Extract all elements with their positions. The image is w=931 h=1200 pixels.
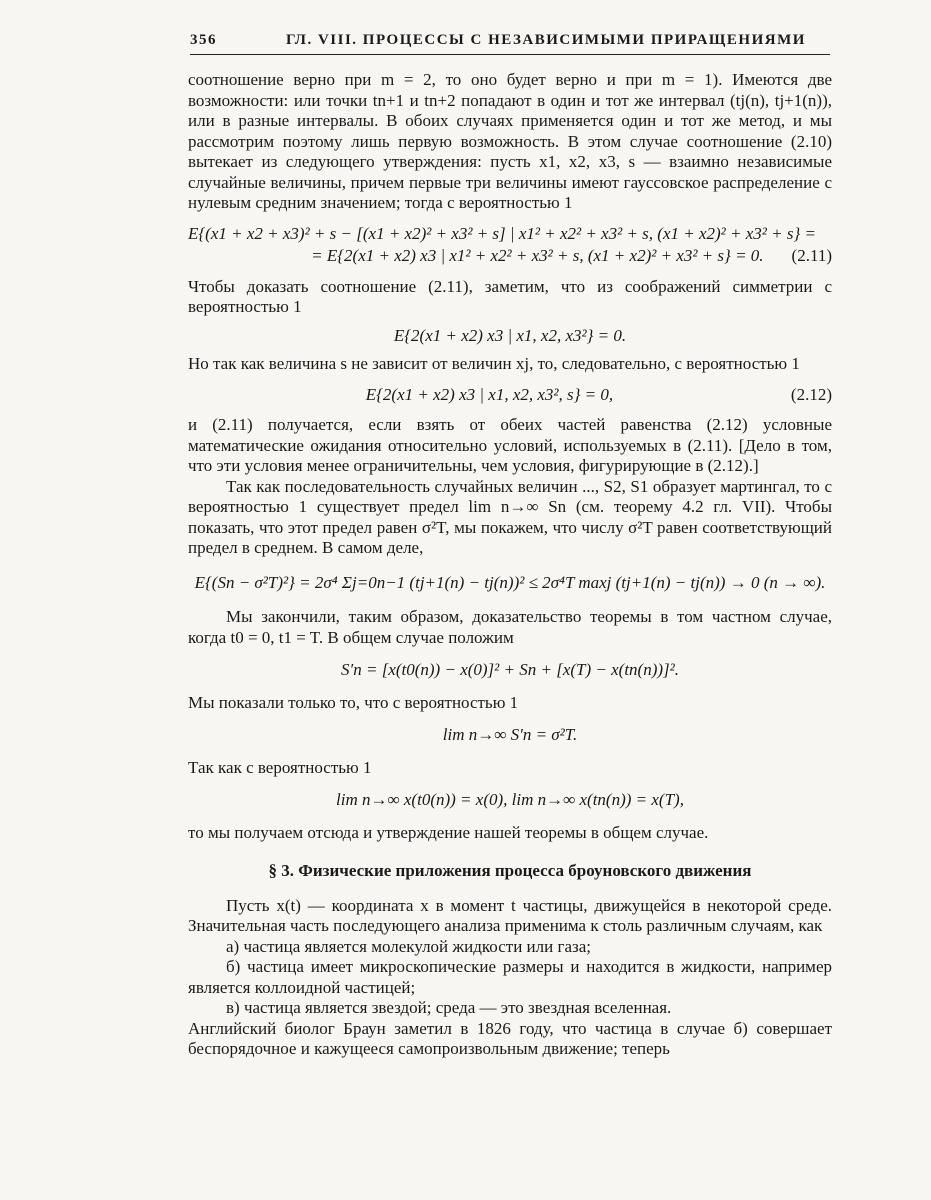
- paragraph: Мы показали только то, что с вероятностью 1: [188, 692, 519, 712]
- equation-mean-square: E{(Sn − σ²T)²} = 2σ⁴ Σj=0n−1 (tj+1(n) − tj(n))² ≤ 2σ⁴T maxj (tj+1(n) − tj(n)) → 0 (n → ∞).: [194, 572, 826, 592]
- paragraph: и (2.11) получается, если взять от обеих частей равенства (2.12) условные математические ожидания относительно условий, используемых в (2.11). [Дело в том, что эти условия менее ограничительны, чем условия, фигурирующие в (2.12).]: [188, 415, 832, 475]
- list-item: в) частица является звездой; среда — это звездная вселенная.: [226, 998, 672, 1017]
- paragraph: Так как последовательность случайных величин ..., S2, S1 образует мартингал, то с вероятностью 1 существует предел lim n→∞ Sn (см. теорему 4.2 гл. VII). Чтобы показать, что этот предел равен σ²T, мы покажем, что числу σ²T равен соответствующий предел в среднем. В самом деле,: [188, 476, 832, 557]
- paragraph: соотношение верно при m = 2, то оно будет верно и при m = 1). Имеются две возможности: или точки tn+1 и tn+2 попадают в один и тот же интервал (tj(n), tj+1(n)), или в разные интервалы. В обоих случаях применяется один и тот же метод, и мы рассмотрим поэтому лишь первую возможность. В этом случае соотношение (2.10) вытекает из следующего утверждения: пусть x1, x2, x3, s — взаимно независимые случайные величины, причем первые три величины имеют гауссовское распределение с нулевым средним значением; тогда с вероятностью 1: [188, 70, 832, 212]
- equation-number: (2.12): [790, 384, 832, 404]
- equation-2-11-line2: = E{2(x1 + x2) x3 | x1² + x2² + x3² + s, (x1 + x2)² + x3² + s} = 0.: [311, 246, 764, 265]
- paragraph: Чтобы доказать соотношение (2.11), заметим, что из соображений симметрии с вероятностью 1: [188, 276, 832, 316]
- paragraph: Английский биолог Браун заметил в 1826 году, что частица в случае б) совершает беспорядочное и кажущееся самопроизвольным движение; теперь: [188, 1018, 832, 1058]
- running-header: [190, 30, 830, 55]
- paragraph: то мы получаем отсюда и утверждение нашей теоремы в общем случае.: [188, 822, 709, 842]
- equation-number: (2.11): [791, 246, 832, 265]
- equation-2-12-body: E{2(x1 + x2) x3 | x1, x2, x3², s} = 0,: [365, 384, 614, 404]
- equation-s-prime: S′n = [x(t0(n)) − x(0)]² + Sn + [x(T) − x(tn(n))]².: [341, 660, 679, 679]
- list-item: а) частица является молекулой жидкости или газа;: [226, 936, 591, 956]
- running-title: ГЛ. VIII. ПРОЦЕССЫ С НЕЗАВИСИМЫМИ ПРИРАЩЕНИЯМИ: [286, 32, 806, 48]
- paragraph: Так как с вероятностью 1: [188, 757, 372, 777]
- paragraph: Пусть x(t) — координата x в момент t частицы, движущейся в некоторой среде. Значительная часть последующего анализа применима к столь различным случаям, как: [188, 895, 832, 935]
- equation-2-12: [188, 385, 832, 406]
- list-item: б) частица имеет микроскопические размеры и находится в жидкости, например является коллоидной частицей;: [188, 957, 832, 997]
- equation-limit-x: lim n→∞ x(t0(n)) = x(0), lim n→∞ x(tn(n)) = x(T),: [336, 790, 684, 809]
- section-heading: § 3. Физические приложения процесса броуновского движения: [268, 861, 752, 880]
- paragraph: Мы закончили, таким образом, доказательство теоремы в том частном случае, когда t0 = 0, t1 = T. В общем случае положим: [188, 607, 832, 647]
- page-number: 356: [190, 32, 217, 48]
- paragraph: Но так как величина s не зависит от величин xj, то, следовательно, с вероятностью 1: [188, 354, 800, 373]
- equation-2-11-line1: E{(x1 + x2 + x3)² + s − [(x1 + x2)² + x3² + s] | x1² + x2² + x3² + s, (x1 + x2)² + x3² + s} =: [188, 223, 816, 243]
- page-body: [188, 70, 832, 1060]
- equation-2-11: [188, 246, 832, 267]
- equation-symmetry: E{2(x1 + x2) x3 | x1, x2, x3²} = 0.: [393, 325, 627, 345]
- equation-limit-s-prime: lim n→∞ S′n = σ²T.: [442, 725, 578, 744]
